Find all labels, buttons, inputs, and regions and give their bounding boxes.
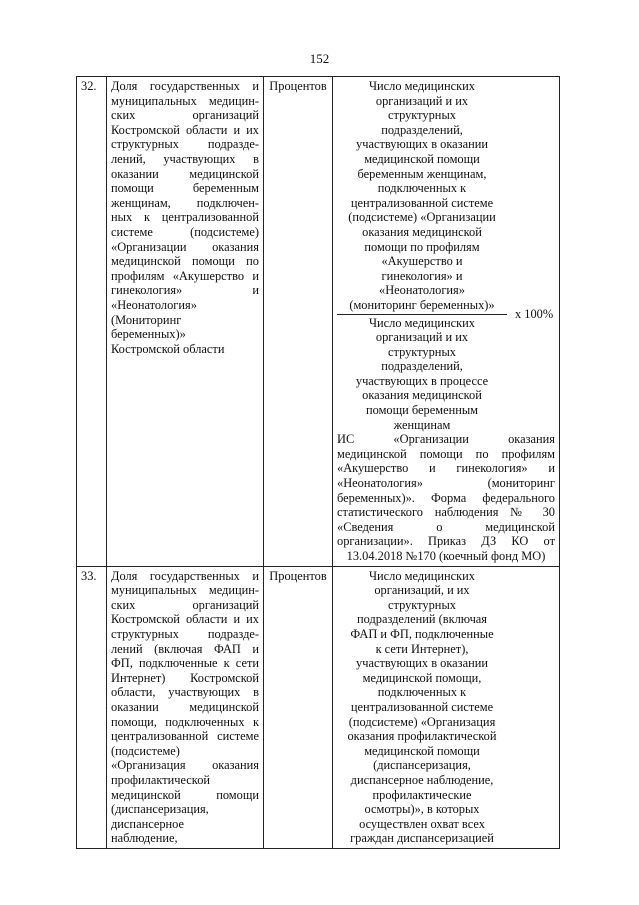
indicator-name-line: системе (подсистеме) — [111, 224, 259, 239]
source-line: 13.04.2018 №170 (коечный фонд МО) — [346, 549, 546, 563]
indicator-name-line: ских организаций — [111, 597, 259, 612]
indicator-name-line: «Организация оказания — [111, 758, 259, 773]
indicator-name-line: помощи, подключенных к — [111, 714, 259, 729]
numerator-line: подключенных к — [377, 181, 467, 196]
numerator-line: оказания медицинской — [362, 224, 482, 239]
formula-numerator — [337, 79, 507, 315]
source-line: беременных)». Форма федерального — [337, 490, 555, 505]
denominator-line: помощи беременным — [366, 403, 478, 418]
indicator-name-line: ских организаций — [111, 108, 259, 123]
indicator-name-line: Костромской области и их — [111, 122, 259, 137]
indicator-name-line: медицинской помощи — [111, 787, 259, 802]
indicator-name-line: области, участвующих в — [111, 685, 259, 700]
formula-cell — [333, 77, 560, 567]
indicator-name-line: ных к централизованной — [111, 210, 259, 225]
formula-numerator — [337, 569, 507, 846]
source-line: «Неонатология» (мониторинг — [337, 476, 555, 491]
indicator-name-line: Доля государственных и — [111, 79, 259, 93]
indicator-name-line: медицинской помощи по — [111, 254, 259, 269]
numerator-line: организаций и их — [375, 93, 469, 108]
indicator-name-line: лений (включая ФАП и — [111, 641, 259, 656]
numerator-line: диспансерное наблюдение, — [350, 772, 494, 787]
numerator-line: медицинской помощи — [364, 743, 480, 758]
unit-of-measure: Процентов — [264, 566, 333, 848]
numerator-line: структурных — [388, 597, 456, 612]
source-line: статистического наблюдения № 30 — [337, 505, 555, 520]
table-row — [77, 77, 560, 567]
indicator-name-line: муниципальных медицин- — [111, 93, 259, 108]
indicator-name — [107, 566, 264, 848]
numerator-line: (подсистеме) «Организация — [348, 714, 496, 729]
indicator-name-line: Доля государственных и — [111, 568, 259, 583]
numerator-line: оказания профилактической — [347, 729, 497, 744]
indicator-name-line: (подсистеме) — [111, 743, 180, 758]
numerator-line: централизованной системе — [350, 699, 494, 714]
formula — [337, 569, 555, 846]
indicator-name-line: (диспансеризация, — [111, 802, 209, 817]
numerator-line: медицинской помощи — [364, 151, 480, 166]
numerator-line: гинекология» и — [381, 268, 463, 283]
denominator-line: Число медицинских — [368, 315, 475, 330]
unit-of-measure: Процентов — [264, 77, 333, 567]
numerator-line: беременным женщинам, — [357, 166, 487, 181]
numerator-line: подключенных к — [377, 685, 467, 700]
numerator-line: граждан диспансеризацией — [350, 831, 494, 846]
indicator-name-line: наблюдение, — [111, 831, 178, 846]
indicator-name-line: муниципальных медицин- — [111, 583, 259, 598]
denominator-line: подразделений, — [381, 359, 463, 374]
indicator-name-line: «Неонатология» — [111, 297, 197, 312]
indicator-name-line: профилям «Акушерство и — [111, 268, 259, 283]
denominator-line: структурных — [388, 344, 456, 359]
indicator-name-line: профилактической — [111, 772, 211, 787]
numerator-line: подразделений (включая — [356, 612, 487, 627]
row-number: 32. — [77, 77, 107, 567]
indicators-table — [76, 76, 560, 849]
table-row — [77, 566, 560, 848]
source-line: «Сведения о медицинской — [337, 519, 555, 534]
indicator-name-line: структурных подразде- — [111, 137, 259, 152]
indicator-name-line: Костромской области и их — [111, 612, 259, 627]
numerator-line: «Акушерство и — [381, 254, 463, 269]
data-source — [337, 432, 555, 563]
row-number: 33. — [77, 566, 107, 848]
numerator-line: профилактические — [372, 787, 472, 802]
indicator-name-line: помощи беременным — [111, 181, 259, 196]
indicator-name-line: лений, участвующих в — [111, 151, 259, 166]
indicator-name-line: женщинам, подключен- — [111, 195, 259, 210]
numerator-line: к сети Интернет), — [375, 641, 469, 656]
numerator-line: Число медицинских — [368, 79, 475, 93]
indicator-name-line: централизованной системе — [111, 729, 259, 744]
numerator-line: подразделений, — [381, 122, 463, 137]
numerator-line: структурных — [388, 108, 456, 123]
formula-denominator — [337, 315, 507, 433]
numerator-line: участвующих в оказании — [356, 656, 488, 671]
indicator-name-line: (Мониторинг — [111, 312, 182, 327]
indicator-name-line: структурных подразде- — [111, 626, 259, 641]
indicator-name-line: оказании медицинской — [111, 699, 259, 714]
denominator-line: оказания медицинской — [362, 388, 482, 403]
numerator-line: Число медицинских — [368, 568, 475, 583]
source-line: организации». Приказ ДЗ КО от — [337, 534, 555, 549]
numerator-line: централизованной системе — [350, 195, 494, 210]
numerator-line: (диспансеризация, — [373, 758, 471, 773]
numerator-line: (подсистеме) «Организации — [348, 210, 496, 225]
indicator-name-line: «Организации оказания — [111, 239, 259, 254]
page-number: 152 — [309, 51, 330, 66]
indicator-name — [107, 77, 264, 567]
indicator-name-line: ФП, подключенные к сети — [111, 656, 259, 671]
numerator-line: осуществлен охват всех — [359, 816, 485, 831]
indicator-name-line: гинекология» и — [111, 283, 259, 298]
indicator-name-line: оказании медицинской — [111, 166, 259, 181]
formula-cell — [333, 566, 560, 848]
numerator-line: «Неонатология» — [379, 283, 465, 298]
indicator-name-line: беременных)» — [111, 327, 186, 342]
multiplier: x 100% — [515, 307, 554, 321]
numerator-line: ФАП и ФП, подключенные — [350, 626, 494, 641]
indicator-name-line: Интернет) Костромской — [111, 670, 259, 685]
numerator-line: организаций, и их — [374, 583, 470, 598]
numerator-line: медицинской помощи, — [362, 670, 482, 685]
source-line: «Акушерство и гинекология» и — [337, 461, 555, 476]
denominator-line: организаций и их — [375, 330, 469, 345]
denominator-line: женщинам — [393, 417, 451, 432]
denominator-line: участвующих в процессе — [355, 373, 489, 388]
numerator-line: помощи по профилям — [364, 239, 480, 254]
numerator-line: (мониторинг беременных)» — [349, 297, 495, 312]
numerator-line: осмотры)», в которых — [364, 802, 480, 817]
indicator-name-line: Костромской области — [111, 341, 225, 356]
numerator-line: участвующих в оказании — [356, 137, 488, 152]
source-line: медицинской помощи по профилям — [337, 446, 555, 461]
formula — [337, 79, 555, 432]
source-line: ИС «Организации оказания — [337, 432, 555, 447]
indicator-name-line: диспансерное — [111, 816, 185, 831]
